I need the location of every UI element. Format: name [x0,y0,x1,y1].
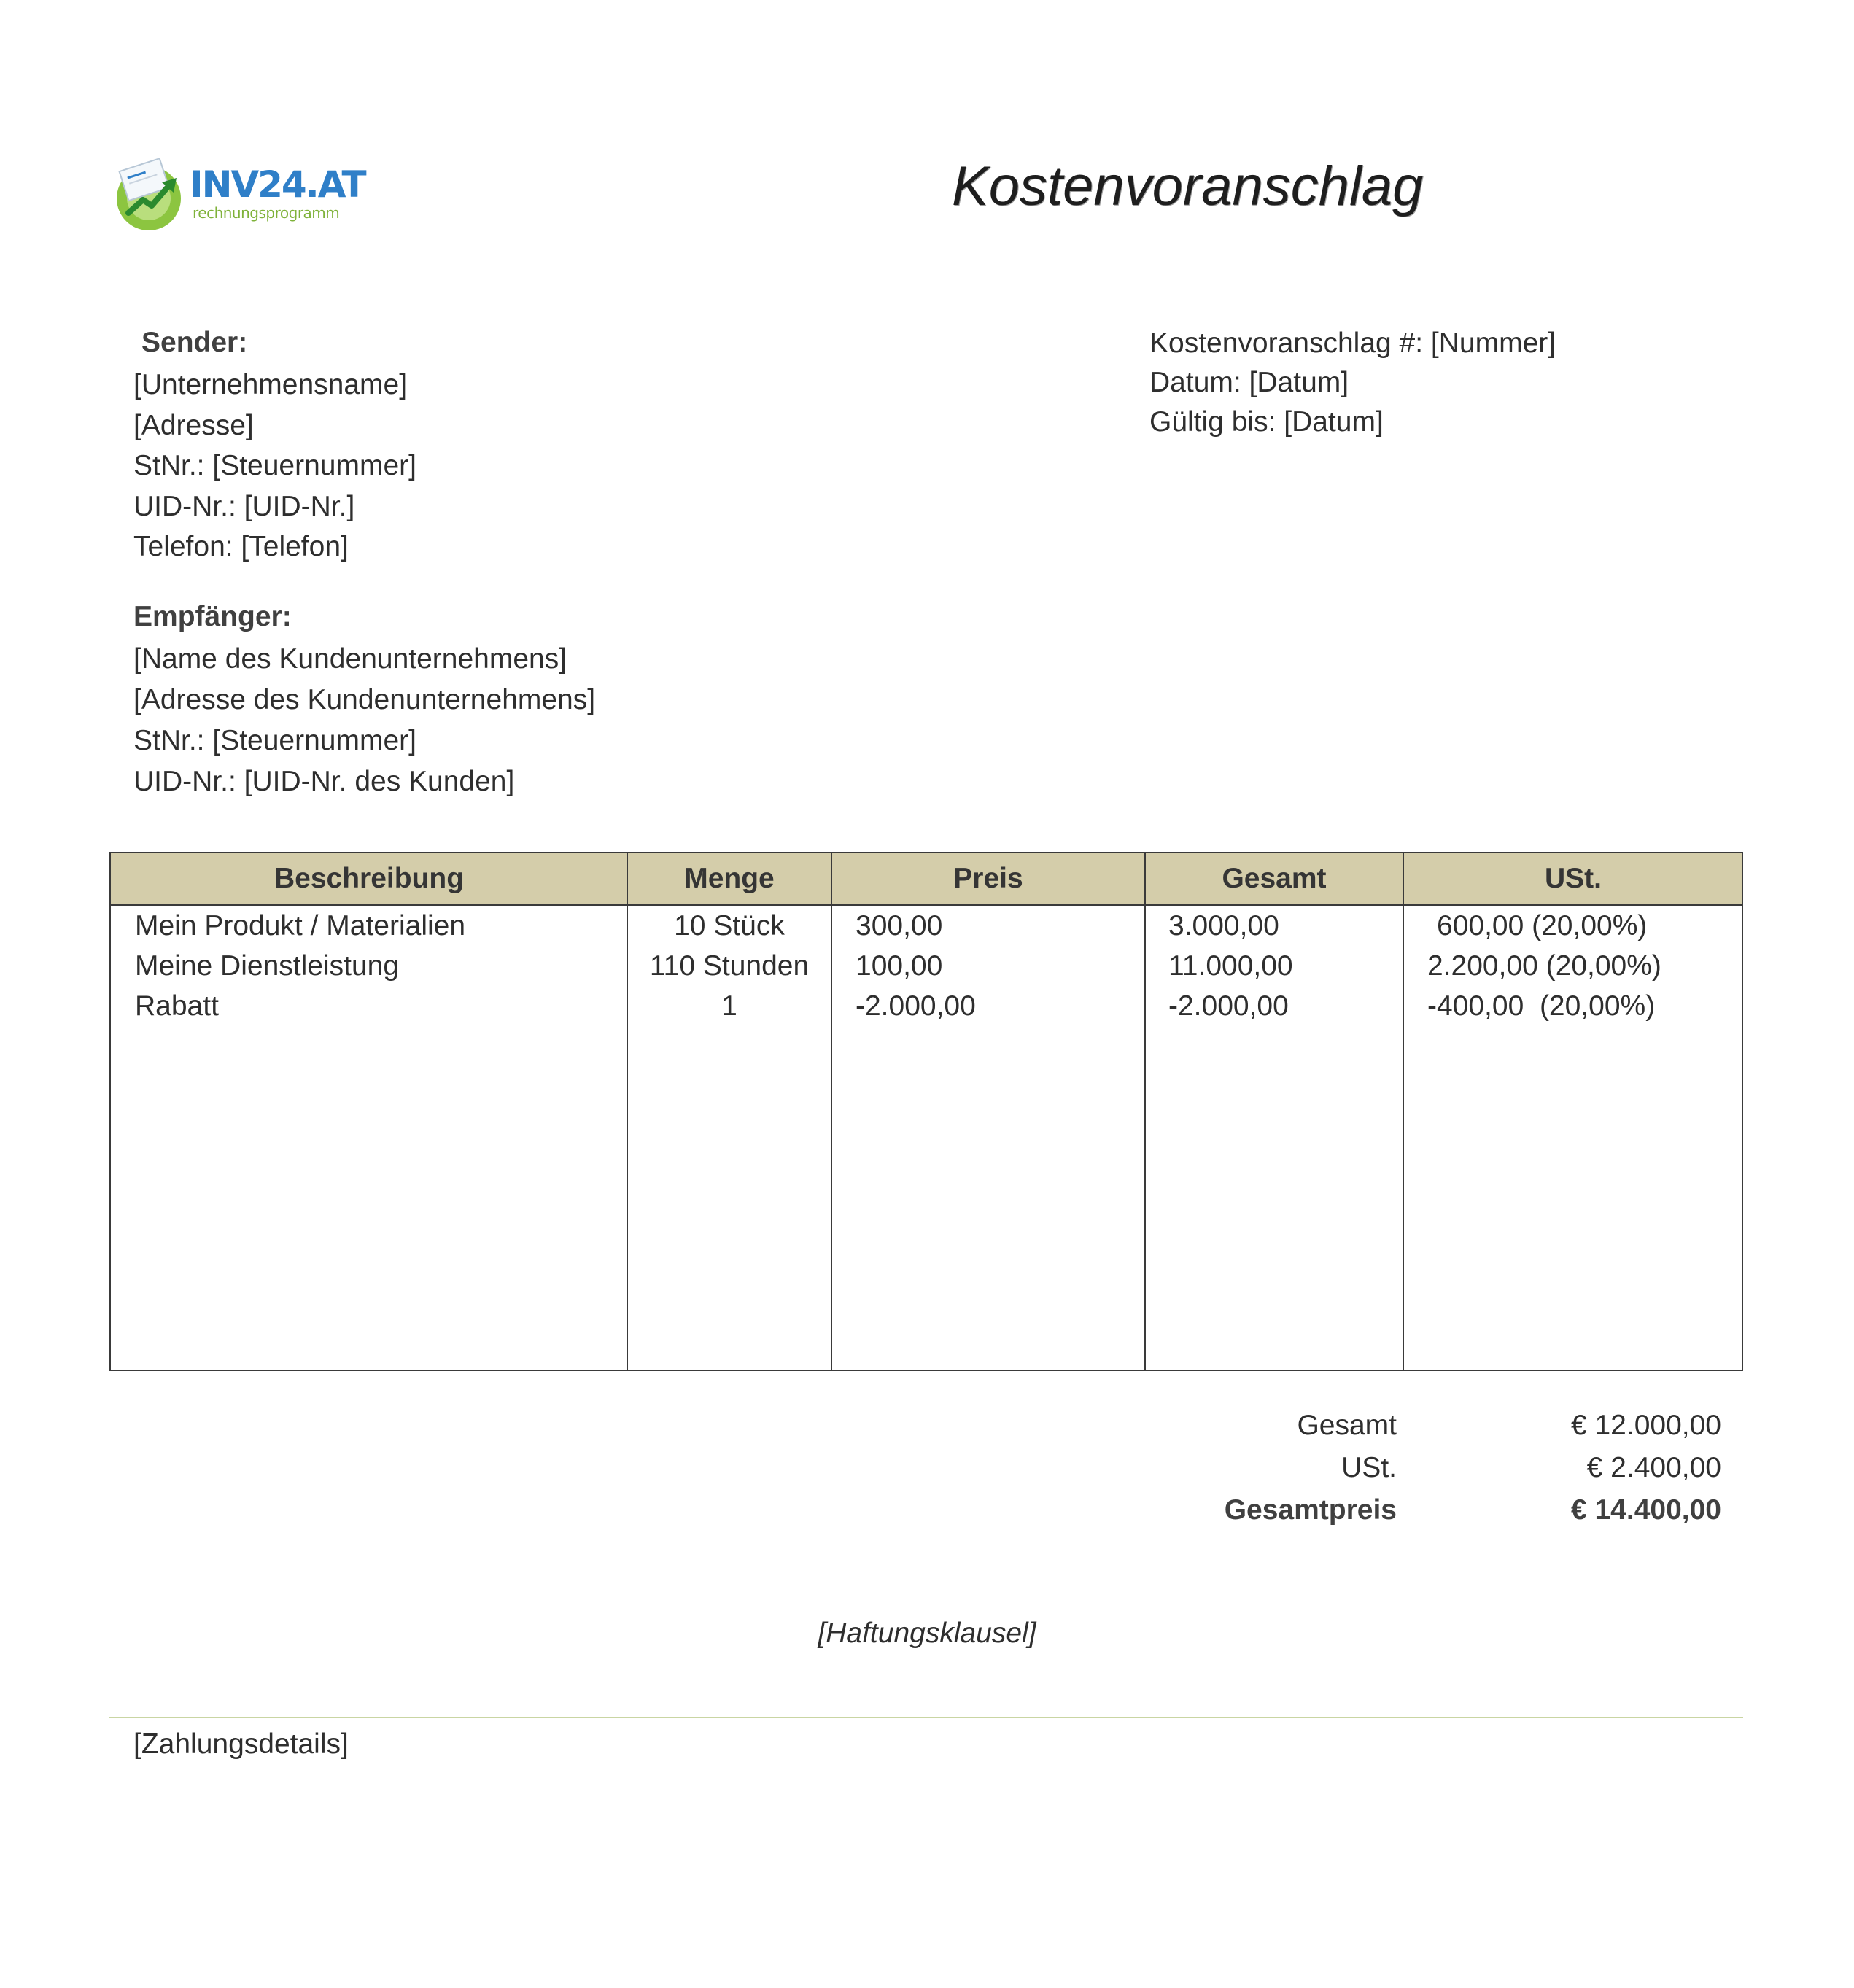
cell-price: -2.000,00 [856,990,976,1022]
column-header-quantity: Menge [684,863,775,894]
net-total-label: Gesamt [1297,1410,1397,1441]
payment-details: [Zahlungsdetails] [133,1728,349,1760]
table-row [111,986,1742,1027]
column-header-total: Gesamt [1222,863,1327,894]
quote-date: Datum: [Datum] [1149,367,1349,398]
logo-tagline: rechnungsprogramm [193,204,340,222]
recipient-line: UID-Nr.: [UID-Nr. des Kunden] [133,766,515,797]
table-row [111,946,1742,987]
cell-vat: -400,00 (20,00%) [1427,990,1656,1022]
cell-quantity: 10 Stück [674,910,785,941]
table-row [111,906,1742,947]
document-title: Kostenvoranschlag [952,155,1424,217]
table-header-row [111,853,1742,906]
cell-total: -2.000,00 [1168,990,1289,1022]
quote-meta-block [1149,323,1556,441]
column-header-description: Beschreibung [274,863,465,894]
sender-address-block [133,365,416,567]
recipient-address-block [133,639,595,802]
sender-line: UID-Nr.: [UID-Nr.] [133,490,355,522]
sender-line: StNr.: [Steuernummer] [133,450,416,481]
company-logo [111,153,365,233]
recipient-line: [Name des Kundenunternehmens] [133,643,567,675]
column-header-price: Preis [953,863,1023,894]
cell-quantity: 110 Stunden [649,950,810,982]
totals-row-grand [1167,1489,1721,1531]
cell-total: 3.000,00 [1168,910,1279,941]
grand-total-value: € 14.400,00 [1570,1494,1721,1526]
totals-row-net [1167,1405,1721,1447]
recipient-heading: Empfänger: [133,601,292,632]
sender-line: [Adresse] [133,409,254,441]
quote-number: Kostenvoranschlag #: [Nummer] [1149,327,1556,359]
logo-emblem-icon [111,153,191,233]
vat-total-value: € 2.400,00 [1586,1452,1721,1483]
recipient-line: StNr.: [Steuernummer] [133,725,416,756]
recipient-line: [Adresse des Kundenunternehmens] [133,684,596,715]
grand-total-label: Gesamtpreis [1224,1494,1397,1526]
footer-divider [109,1717,1743,1718]
liability-clause: [Haftungsklausel] [818,1618,1036,1649]
cell-vat: 600,00 (20,00%) [1437,910,1648,941]
sender-heading: Sender: [141,327,248,358]
line-items-table [109,852,1743,1371]
cell-description: Meine Dienstleistung [135,950,400,982]
quote-valid-until: Gültig bis: [Datum] [1149,406,1384,438]
column-header-vat: USt. [1545,863,1602,894]
totals-row-vat [1167,1447,1721,1489]
table-body [111,906,1742,1370]
sender-line: Telefon: [Telefon] [133,531,349,562]
cell-total: 11.000,00 [1168,950,1293,982]
cell-description: Rabatt [135,990,219,1022]
sender-line: [Unternehmensname] [133,369,408,400]
cell-vat: 2.200,00 (20,00%) [1427,950,1661,982]
cell-price: 100,00 [856,950,943,982]
totals-block [1167,1405,1721,1531]
cell-price: 300,00 [856,910,943,941]
logo-brand-text: INV24.AT [190,163,365,206]
vat-total-label: USt. [1341,1452,1397,1483]
cell-quantity: 1 [721,990,737,1022]
cell-description: Mein Produkt / Materialien [135,910,466,941]
net-total-value: € 12.000,00 [1570,1410,1721,1441]
